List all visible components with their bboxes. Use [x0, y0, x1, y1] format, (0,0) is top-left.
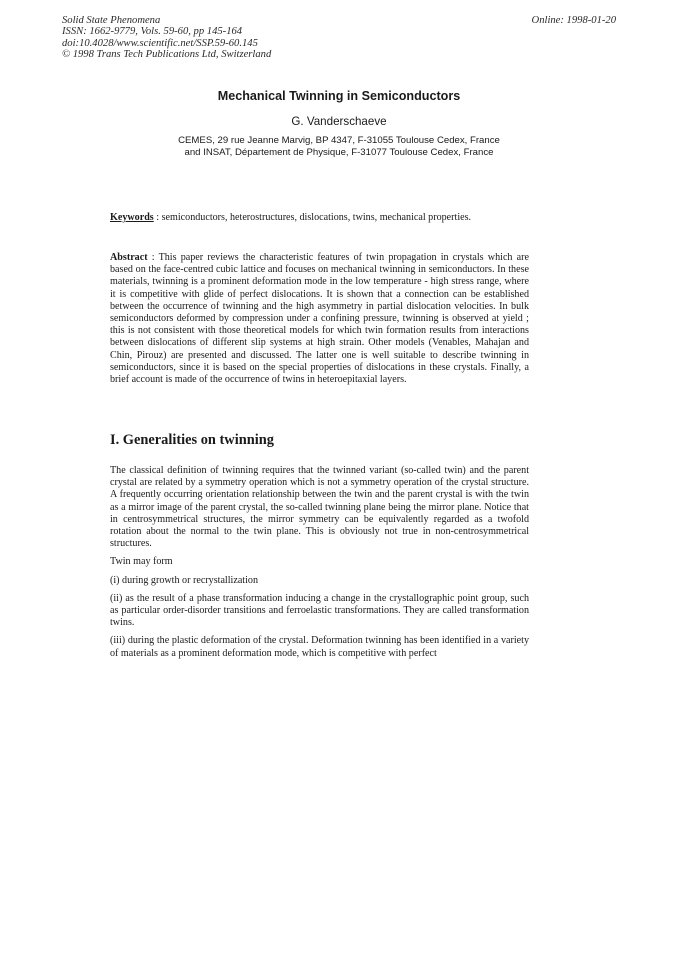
section-heading: I. Generalities on twinning	[110, 432, 274, 448]
abstract-label: Abstract	[110, 252, 148, 263]
paper-author: G. Vanderschaeve	[291, 115, 387, 128]
keywords-block	[110, 212, 529, 224]
body-paragraph: (i) during growth or recrystallization	[110, 574, 258, 586]
body-paragraph: Twin may form	[110, 556, 173, 568]
body-paragraph: (iii) during the plastic deformation of the crystal. Deformation twinning has been identified in a variety of materials as a prominent deformation mode, which is competitive with perfect	[110, 635, 529, 659]
abstract-block	[110, 252, 529, 386]
online-date-header	[532, 15, 616, 26]
journal-header	[62, 15, 271, 61]
journal-name: Solid State Phenomena	[62, 15, 161, 26]
affiliation-line-1: CEMES, 29 rue Jeanne Marvig, BP 4347, F-31055 Toulouse Cedex, France	[178, 135, 500, 146]
online-date: Online: 1998-01-20	[531, 15, 616, 26]
issn-line: ISSN: 1662-9779, Vols. 59-60, pp 145-164	[62, 26, 243, 38]
copyright-line: © 1998 Trans Tech Publications Ltd, Switzerland	[62, 49, 272, 61]
paper-title: Mechanical Twinning in Semiconductors	[217, 89, 461, 103]
keywords-label: Keywords	[110, 212, 154, 223]
body-paragraph: (ii) as the result of a phase transformation inducing a change in the crystallographic point group, such as particular order-disorder transitions and ferroelastic transformations. They are called transformation twins.	[110, 592, 529, 629]
body-paragraph: The classical definition of twinning requires that the twinned variant (so-called twin) and the parent crystal are related by a symmetry operation which is not a symmetry operation of the crystal structure. A frequently occurring orientation relationship between the twin and the parent crystal is with the twin as a mirror image of the parent crystal, the so-called twinning plane being the mirror plane. Notice that in centrosymmetrical structures, the mirror symmetry can be equivalently regarded as a twofold rotation about the normal to the twin plane. This is obviously not true in non-centrosymmetrical structures.	[110, 465, 529, 550]
doi-line: doi:10.4028/www.scientific.net/SSP.59-60.145	[62, 37, 258, 49]
keywords-text: : semiconductors, heterostructures, dislocations, twins, mechanical properties.	[153, 212, 472, 223]
abstract-text: : This paper reviews the characteristic features of twin propagation in crystals which are based on the face-centred cubic lattice and focuses on mechanical twinning in semiconductors. In these materials, twinning is a prominent deformation mode in the low temperature - high stress range, where it is competitive with glide of perfect dislocations. It is shown that a connection can be established between the occurrence of twinning and the high asymmetry in partial dislocation velocities. In bulk semiconductors deformed by compression under a confining pressure, twinning is observed at yield ; this is not consistent with those theoretical models for which twin formation results from interactions between dislocations of different slip systems at high strain. Other models (Venables, Mahajan and Chin, Pirouz) are presented and discussed. The latter one is well suitable to describe twinning in semiconductors, since it is based on the special properties of dislocations in these crystals. Finally, a brief account is made of the occurrence of twins in heteroepitaxial layers.	[110, 252, 529, 386]
author-affiliation	[0, 135, 678, 159]
section-body	[110, 465, 529, 666]
affiliation-line-2: and INSAT, Département de Physique, F-31077 Toulouse Cedex, France	[184, 147, 494, 159]
